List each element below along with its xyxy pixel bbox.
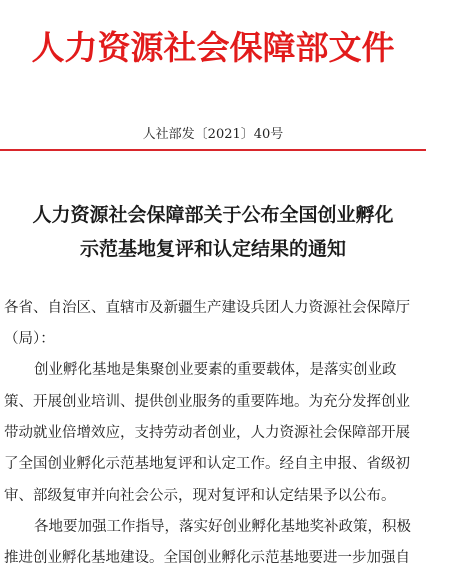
notice-title-line-2: 示范基地复评和认定结果的通知 (79, 238, 346, 260)
document-header-title: 人力资源社会保障部文件 (31, 28, 395, 67)
paragraph-1-line-3: 带动就业倍增效应，支持劳动者创业，人力资源社会保障部开展 (4, 425, 410, 441)
paragraph-2-line-2: 推进创业孵化基地建设。全国创业孵化示范基地要进一步加强自 (4, 550, 410, 566)
salutation-line-1: 各省、自治区、直辖市及新疆生产建设兵团人力资源社会保障厅 (4, 300, 410, 316)
paragraph-1-line-2: 策、开展创业培训、提供创业服务的重要阵地。为充分发挥创业 (4, 394, 410, 410)
red-divider-line (0, 149, 426, 151)
salutation-line-2: （局）： (4, 331, 55, 347)
paragraph-1-line-1: 创业孵化基地是集聚创业要素的重要载体，是落实创业政 (34, 362, 397, 378)
paragraph-2-line-1: 各地要加强工作指导，落实好创业孵化基地奖补政策，积极 (34, 519, 411, 535)
paragraph-1-line-5: 审、部级复审并向社会公示，现对复评和认定结果予以公布。 (4, 488, 396, 504)
document-number: 人社部发〔2021〕40号 (142, 127, 284, 142)
paragraph-1-line-4: 了全国创业孵化示范基地复评和认定工作。经自主申报、省级初 (4, 456, 410, 472)
notice-title-line-1: 人力资源社会保障部关于公布全国创业孵化 (32, 204, 394, 226)
